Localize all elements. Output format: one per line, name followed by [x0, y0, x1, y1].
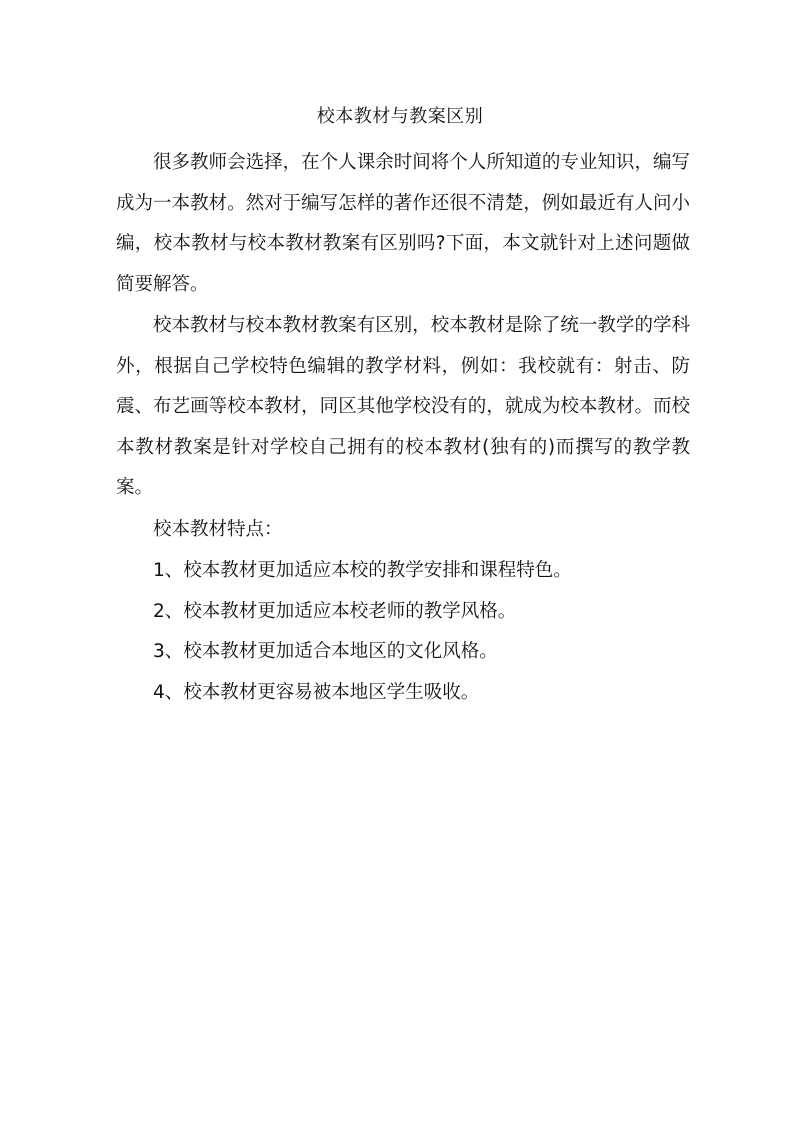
document-body	[116, 143, 690, 713]
paragraph-intro: 很多教师会选择，在个人课余时间将个人所知道的专业知识，编写成为一本教材。然对于编写怎样的著作还很不清楚，例如最近有人问小编，校本教材与校本教材教案有区别吗?下面，本文就针对上述问题做简要解答。	[116, 152, 690, 295]
feature-item: 3、校本教材更加适合本地区的文化风格。	[153, 641, 498, 662]
paragraph-features-heading: 校本教材特点：	[153, 518, 283, 540]
feature-item: 4、校本教材更容易被本地区学生吸收。	[153, 681, 480, 703]
feature-item: 1、校本教材更加适应本校的教学安排和课程特色。	[153, 560, 572, 581]
feature-item: 2、校本教材更加适应本校老师的教学风格。	[153, 600, 517, 622]
document-title: 校本教材与教案区别	[316, 106, 484, 127]
paragraph-difference: 校本教材与校本教材教案有区别，校本教材是除了统一教学的学科外，根据自己学校特色编辑的教学材料，例如：我校就有：射击、防震、布艺画等校本教材，同区其他学校没有的，就成为校本教材。而校本教材教案是针对学校自己拥有的校本教材(独有的)而撰写的教学教案。	[116, 315, 690, 498]
